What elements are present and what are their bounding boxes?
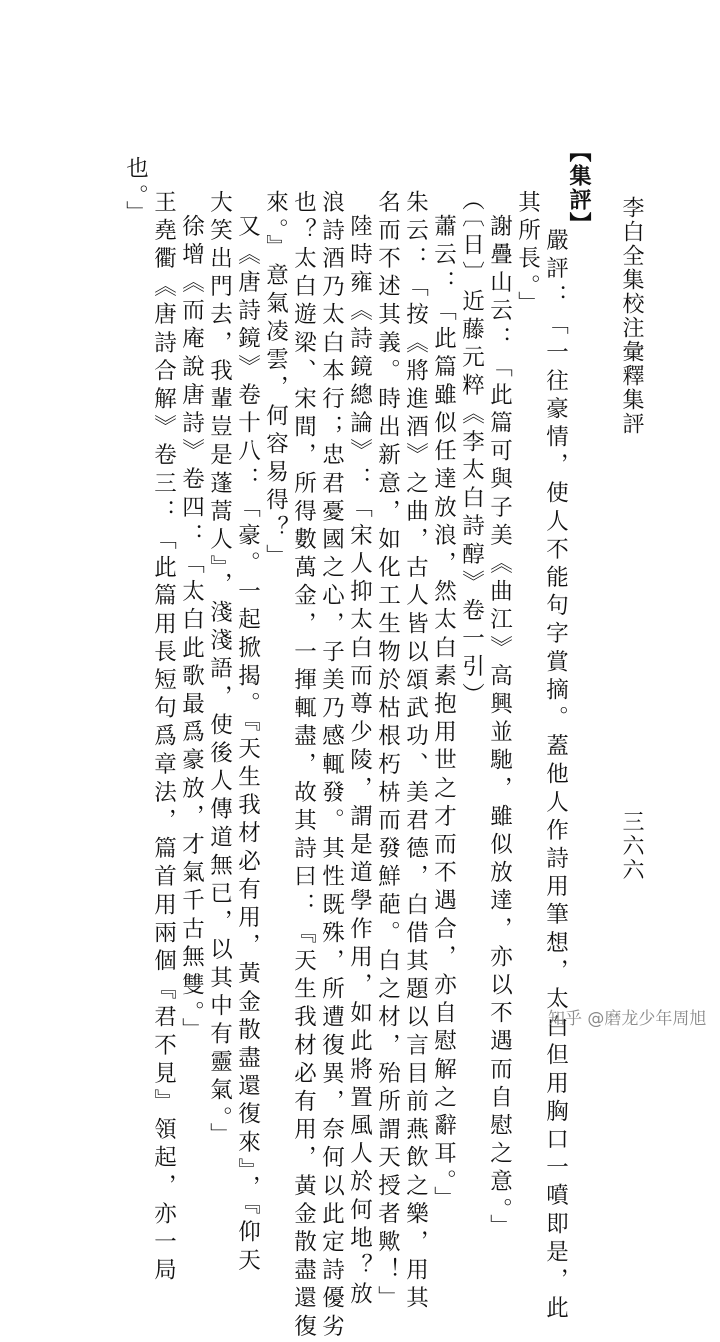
text-column: （〔日〕近藤元粹《李太白詩醇》卷一引） [458, 188, 485, 711]
watermark: 知乎 @磨龙少年周旭 [548, 1009, 707, 1029]
text-column: 名而不述其義。時出新意，如化工生物於枯根朽枿而發鮮葩。白之材，殆所謂天授者歟！」 [374, 190, 401, 1314]
text-column: 來。』意氣凌雲，何容易得？」 [262, 190, 289, 573]
text-column: 嚴評：「一往豪情，使人不能句字賞摘。蓋他人作詩用筆想，太白但用胸口一噴即是，此 [542, 228, 569, 1324]
text-column: 大笑出門去，我輩豈是蓬蒿人』，淺淺語，使後人傳道無已，以其中有靈氣。」 [206, 190, 233, 1151]
text-column: 陸時雍《詩鏡總論》：「宋人抑太白而尊少陵，謂是道學作用，如此將置風人於何地？放 [346, 214, 373, 1310]
text-column: 朱云：「按《將進酒》之曲，古人皆以頌武功、美君德，白借其題以言目前燕飲之樂，用其 [402, 190, 429, 1314]
section-close-bracket: 】 [566, 212, 592, 236]
text-column: 蕭云：「此篇雖似任達放浪，然太白素抱用世之才而不遇合，亦自慰解之辭耳。」 [430, 214, 457, 1215]
section-label: 集評 [566, 164, 592, 212]
text-column: 浪詩酒乃太白本行；忠君憂國之心，子美乃感輒發。其性既殊，所遭復異，奈何以此定詩優劣 [318, 190, 345, 1342]
text-column: 又《唐詩鏡》卷十八：「豪。一起掀揭。『天生我材必有用，黃金散盡還復來』，『仰天 [234, 214, 261, 1277]
text-column: 也？太白遊梁、宋間，所得數萬金，一揮輒盡，故其詩曰：『天生我材必有用，黃金散盡還復 [290, 190, 317, 1342]
running-header: 李白全集校注彙釋集評 [619, 196, 644, 436]
text-column: 其所長。」 [514, 190, 541, 320]
text-column: 也。」 [122, 156, 149, 230]
text-column: 謝疊山云：「此篇可與子美《曲江》高興並馳，雖似放達，亦以不遇而自慰之意。」 [486, 214, 513, 1243]
page-number: 三六六 [619, 810, 644, 882]
text-column: 徐增《而庵說唐詩》卷四：「太白此歌最爲豪放，才氣千古無雙。」 [178, 214, 205, 1046]
section-open-bracket: 【 [566, 140, 592, 164]
section-heading [568, 140, 590, 236]
text-column: 王堯衢《唐詩合解》卷三：「此篇用長短句爲章法，篇首用兩個『君不見』領起，亦一局 [150, 190, 177, 1286]
